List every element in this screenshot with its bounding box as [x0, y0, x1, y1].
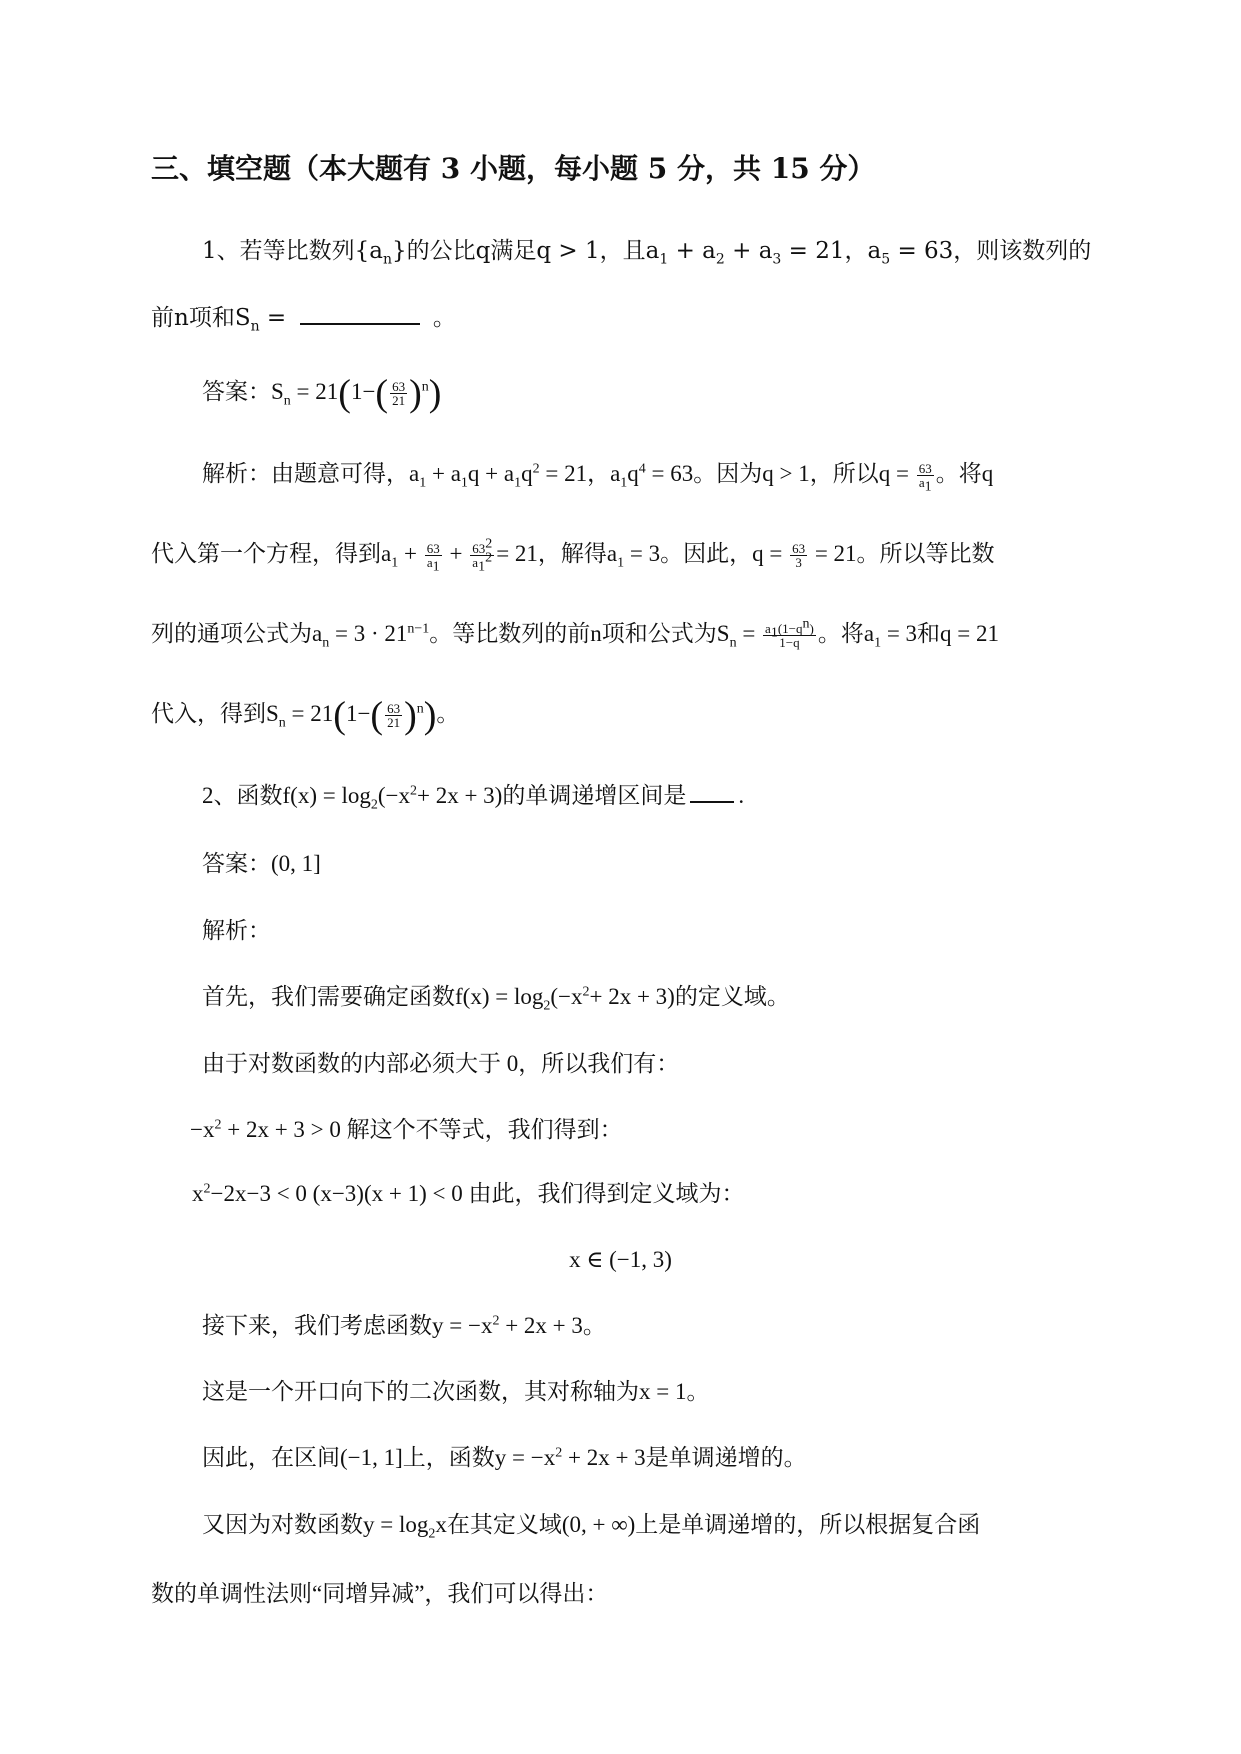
q2-analysis-p7: 这是一个开口向下的二次函数，其对称轴为x = 1。: [202, 1379, 710, 1404]
q1-analysis-line1: 解析：由题意可得，$a_1 + a_1q + a_1q^2 = 21$，$a_1q^4 = 63$。因为q > 1，所以q = $\frac{63}{a_1}$ 。将q: [202, 460, 994, 495]
q2-analysis-p2: 由于对数函数的内部必须大于 0，所以我们有：: [202, 1051, 680, 1076]
q2-analysis-p1: 首先，我们需要确定函数$f(x) = \log_2(-x^2+ 2x + 3)$的定义域。: [202, 984, 790, 1014]
q2-domain-result: x ∈ (−1, 3): [569, 1247, 672, 1272]
q1-question-line1: 1、若等比数列$\{a_n\}$的公比q满足q > 1，且$a_1 + a_2 + a_3 = 21$，$a_5 = 63$，则该数列的: [202, 238, 1092, 268]
q2-question: 2、函数$f(x) = \log_2(-x^2+ 2x + 3)$的单调递增区间是 .: [202, 783, 745, 813]
q2-analysis-p8: 因此，在区间(−1, 1]上，函数$y = -x^2 + 2x + 3$是单调递增的。: [202, 1445, 807, 1470]
q2-analysis-p10: 数的单调性法则“同增异减”，我们可以得出：: [151, 1581, 609, 1606]
answer-blank[interactable]: [690, 801, 734, 803]
q1-question-line2: 前n项和$S_n$ = 。: [151, 305, 456, 335]
q1-analysis-line4: 代入，得到$S_n = 21(1-$( $\frac{63}{21}$ )$^n$)。: [151, 694, 460, 737]
q2-analysis-p3: $-x^2 + 2x + 3 > 0$ 解这个不等式，我们得到：: [190, 1117, 623, 1142]
q2-analysis-p6: 接下来，我们考虑函数$y = -x^2 + 2x + 3$。: [202, 1313, 606, 1338]
q2-analysis-p9: 又因为对数函数$y = \log_2x$在其定义域(0, + ∞)上是单调递增的，所以根据复合函: [202, 1512, 981, 1542]
q1-analysis-line2: 代入第一个方程，得到$a_1$ + $\frac{63}{a_1}$ + $\frac{63^2}{a_1^2}$ = 21，解得$a_1 = 3$。因此，q = $\frac{63}{3}$ = 21。所以等比数: [151, 536, 995, 575]
q1-answer: 答案：$S_n = 21(1-$( $\frac{63}{21}$ )$^n$): [202, 372, 442, 415]
q2-answer: 答案：(0, 1]: [202, 851, 321, 876]
q1-analysis-line3: 列的通项公式为$a_n = 3 \cdot 21^{n-1}$。等比数列的前n项和公式为$S_n$ = $\frac{a_1(1-q^n)}{1-q}$ 。将$a_1 = 3$和q = 21: [151, 616, 1000, 651]
q2-analysis-label: 解析：: [202, 918, 271, 943]
section-heading: 三、填空题（本大题有 3 小题，每小题 5 分，共 15 分）: [151, 152, 876, 185]
answer-blank[interactable]: [300, 323, 420, 325]
q2-analysis-p4: $x^2-2x-3 < 0$ (x−3)(x + 1) < 0 由此，我们得到定义域为：: [192, 1181, 745, 1206]
